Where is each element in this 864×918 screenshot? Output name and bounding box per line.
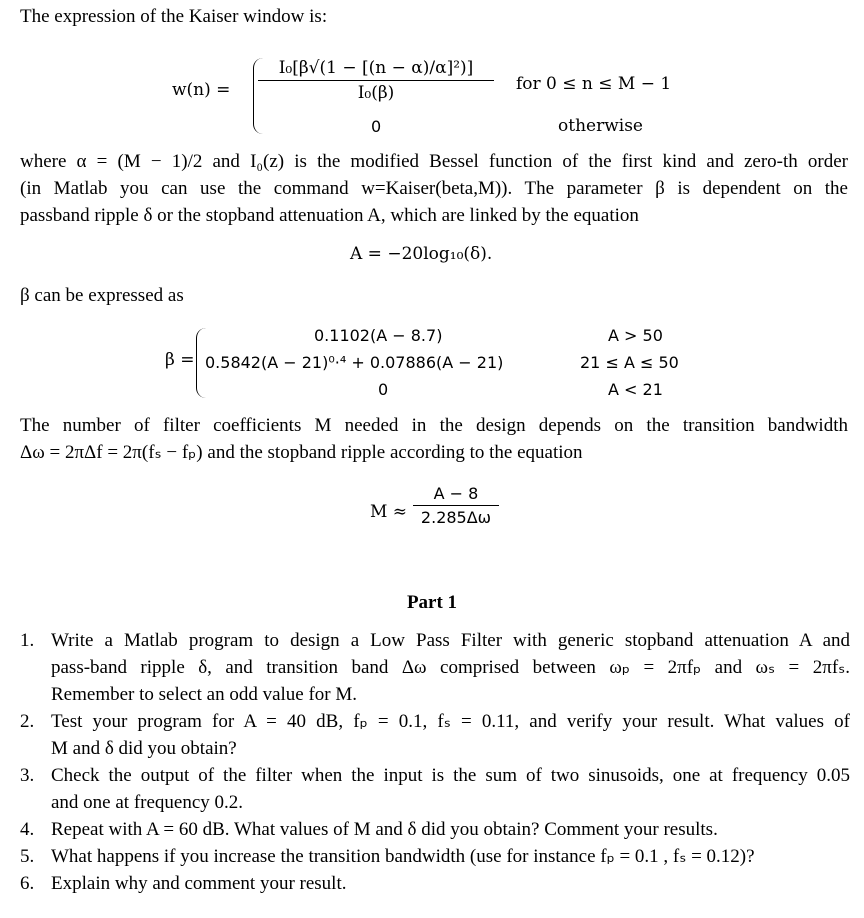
list-item-number: 5.: [20, 846, 35, 867]
list-item-text: Explain why and comment your result.: [51, 873, 347, 894]
beta-case1-cond: A > 50: [608, 326, 663, 345]
list-item-text: Write a Matlab program to design a Low Pass Filter with generic stopband attenuation A and: [51, 630, 850, 651]
list-item: [20, 762, 850, 816]
paragraph-line: Δω = 2πΔf = 2π(fₛ − fₚ) and the stopband ripple according to the equation: [20, 442, 583, 463]
m-fraction: [413, 484, 499, 527]
list-item-number: 6.: [20, 873, 35, 894]
beta-case1-expr: 0.1102(A − 8.7): [314, 326, 443, 345]
kaiser-zero: 0: [371, 117, 382, 136]
list-item: [20, 870, 850, 897]
attenuation-equation: A = −20log₁₀(δ).: [350, 244, 493, 264]
paragraph-line: where α = (M − 1)/2 and I₀(z) is the modified Bessel function of the first kind and zero-th order: [20, 151, 848, 172]
paragraph-alpha-bessel: [20, 148, 848, 229]
list-item: [20, 816, 850, 843]
kaiser-cond2: otherwise: [558, 116, 643, 136]
beta-lhs: β =: [165, 350, 195, 370]
list-item-text: pass-band ripple δ, and transition band Δω comprised between ωₚ = 2πfₚ and ωₛ = 2πfₛ.: [51, 657, 850, 678]
beta-case2-cond: 21 ≤ A ≤ 50: [580, 353, 679, 372]
list-item-text: What happens if you increase the transition bandwidth (use for instance fₚ = 0.1 , fₛ = 0.12)?: [51, 846, 755, 867]
beta-case3-expr: 0: [378, 380, 389, 399]
kaiser-fraction-bar: [258, 80, 494, 81]
m-fraction-bar: [413, 505, 499, 506]
list-item-text: Test your program for A = 40 dB, fₚ = 0.1, fₛ = 0.11, and verify your result. What values of: [51, 711, 850, 732]
list-item-text: M and δ did you obtain?: [51, 738, 237, 759]
beta-case3-cond: A < 21: [608, 380, 663, 399]
m-lhs: M ≈: [370, 502, 408, 522]
paragraph-filter-coefficients: [20, 412, 848, 466]
kaiser-denominator: I₀(β): [357, 83, 395, 103]
list-item-text: Repeat with A = 60 dB. What values of M and δ did you obtain? Comment your results.: [51, 819, 718, 840]
list-item: [20, 627, 850, 708]
list-item-number: 4.: [20, 819, 35, 840]
kaiser-fraction: [258, 58, 494, 103]
list-item: [20, 708, 850, 762]
kaiser-numerator: I₀[β√(1 − [(n − α)/α]²)]: [278, 58, 474, 78]
beta-case2-expr: 0.5842(A − 21)⁰·⁴ + 0.07886(A − 21): [205, 353, 504, 372]
list-item-text: Remember to select an odd value for M.: [51, 684, 358, 705]
list-item-text: Check the output of the filter when the input is the sum of two sinusoids, one at frequency 0.05: [51, 765, 850, 786]
beta-intro-text: β can be expressed as: [20, 285, 184, 306]
m-numerator: A − 8: [433, 484, 479, 503]
paragraph-line: The number of filter coefficients M needed in the design depends on the transition bandwidth: [20, 415, 848, 436]
m-denominator: 2.285Δω: [420, 508, 492, 527]
list-item-number: 2.: [20, 711, 35, 732]
paragraph-line: passband ripple δ or the stopband attenuation A, which are linked by the equation: [20, 205, 639, 226]
task-list: [20, 627, 850, 897]
intro-text: The expression of the Kaiser window is:: [20, 6, 328, 27]
list-item-text: and one at frequency 0.2.: [51, 792, 244, 813]
list-item: [20, 843, 850, 870]
list-item-number: 1.: [20, 630, 35, 651]
list-item-number: 3.: [20, 765, 35, 786]
part-heading: Part 1: [406, 592, 458, 613]
kaiser-lhs: w(n) =: [172, 80, 231, 100]
kaiser-cond1: for 0 ≤ n ≤ M − 1: [516, 74, 672, 94]
paragraph-line: (in Matlab you can use the command w=Kaiser(beta,M)). The parameter β is dependent on the: [20, 178, 848, 199]
